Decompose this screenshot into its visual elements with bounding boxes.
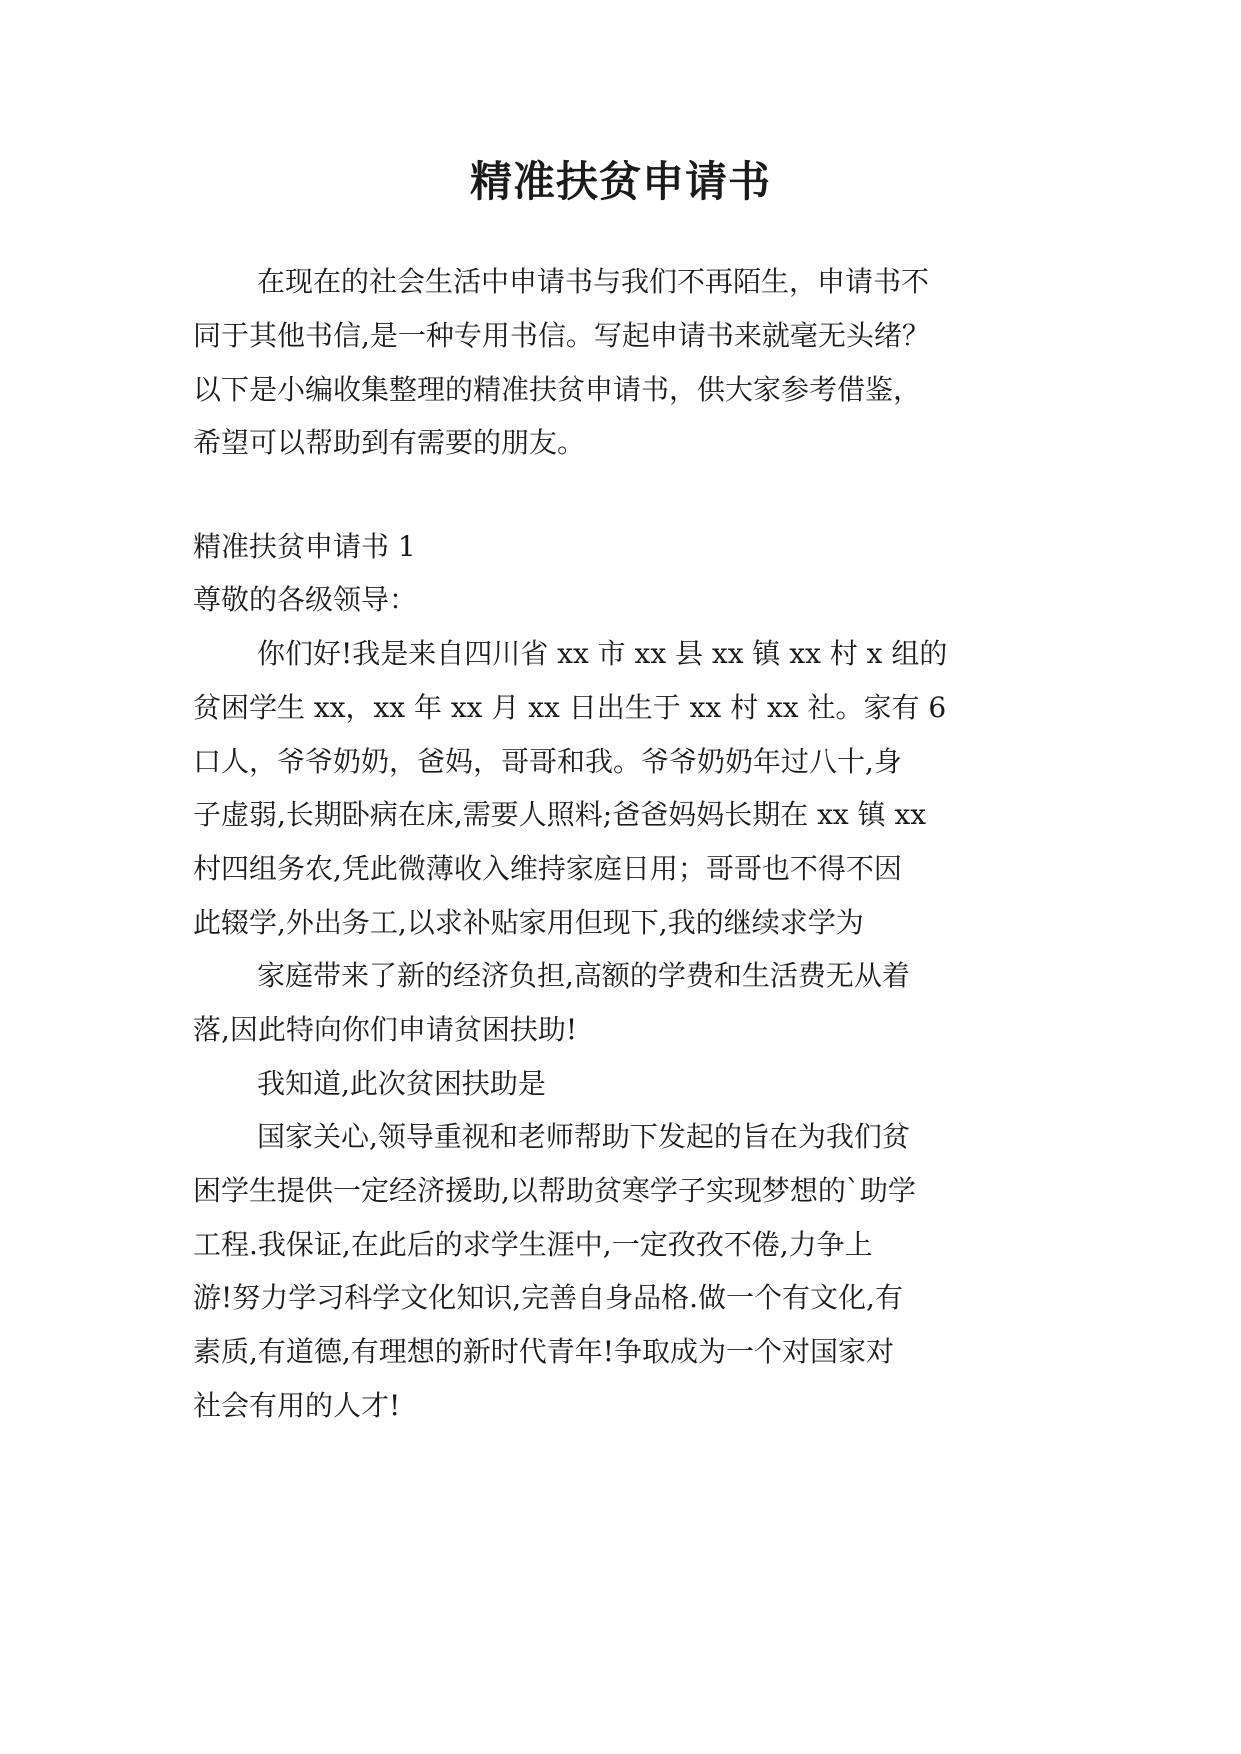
intro-line: 同于其他书信,是一种专用书信。写起申请书来就毫无头绪？	[193, 319, 930, 352]
body-line: 子虚弱,长期卧病在床,需要人照料;爸爸妈妈长期在 xx 镇 xx	[193, 798, 927, 831]
salutation: 尊敬的各级领导：	[193, 583, 418, 616]
intro-line: 希望可以帮助到有需要的朋友。	[193, 426, 586, 459]
body-line: 此辍学,外出务工,以求补贴家用但现下,我的继续求学为	[193, 906, 864, 939]
body-line: 村四组务农,凭此微薄收入维持家庭日用；哥哥也不得不因	[193, 852, 902, 885]
body-line: 工程.我保证,在此后的求学生涯中,一定孜孜不倦,力争上	[193, 1228, 873, 1261]
body-line: 贫困学生 xx，xx 年 xx 月 xx 日出生于 xx 村 xx 社。家有 6	[193, 691, 947, 724]
body-line: 游!努力学习科学文化知识,完善自身品格.做一个有文化,有	[193, 1281, 903, 1314]
intro-line: 在现在的社会生活中申请书与我们不再陌生，申请书不	[257, 265, 930, 298]
body-line: 困学生提供一定经济援助,以帮助贫寒学子实现梦想的`助学	[193, 1174, 916, 1207]
body-line: 家庭带来了新的经济负担,高额的学费和生活费无从着	[257, 959, 910, 992]
body-line: 你们好!我是来自四川省 xx 市 xx 县 xx 镇 xx 村 x 组的	[257, 637, 948, 670]
body-line: 国家关心,领导重视和老师帮助下发起的旨在为我们贫	[257, 1120, 910, 1153]
body-line: 口人，爷爷奶奶，爸妈，哥哥和我。爷爷奶奶年过八十,身	[193, 745, 902, 778]
document-title: 精准扶贫申请书	[469, 157, 771, 206]
section-heading: 精准扶贫申请书 1	[193, 530, 416, 563]
body-line: 落,因此特向你们申请贫困扶助!	[193, 1013, 578, 1046]
body-line: 社会有用的人才!	[193, 1389, 401, 1422]
body-line: 素质,有道德,有理想的新时代青年!争取成为一个对国家对	[193, 1335, 895, 1368]
intro-line: 以下是小编收集整理的精准扶贫申请书，供大家参考借鉴，	[193, 373, 922, 406]
body-line: 我知道,此次贫困扶助是	[257, 1067, 546, 1100]
